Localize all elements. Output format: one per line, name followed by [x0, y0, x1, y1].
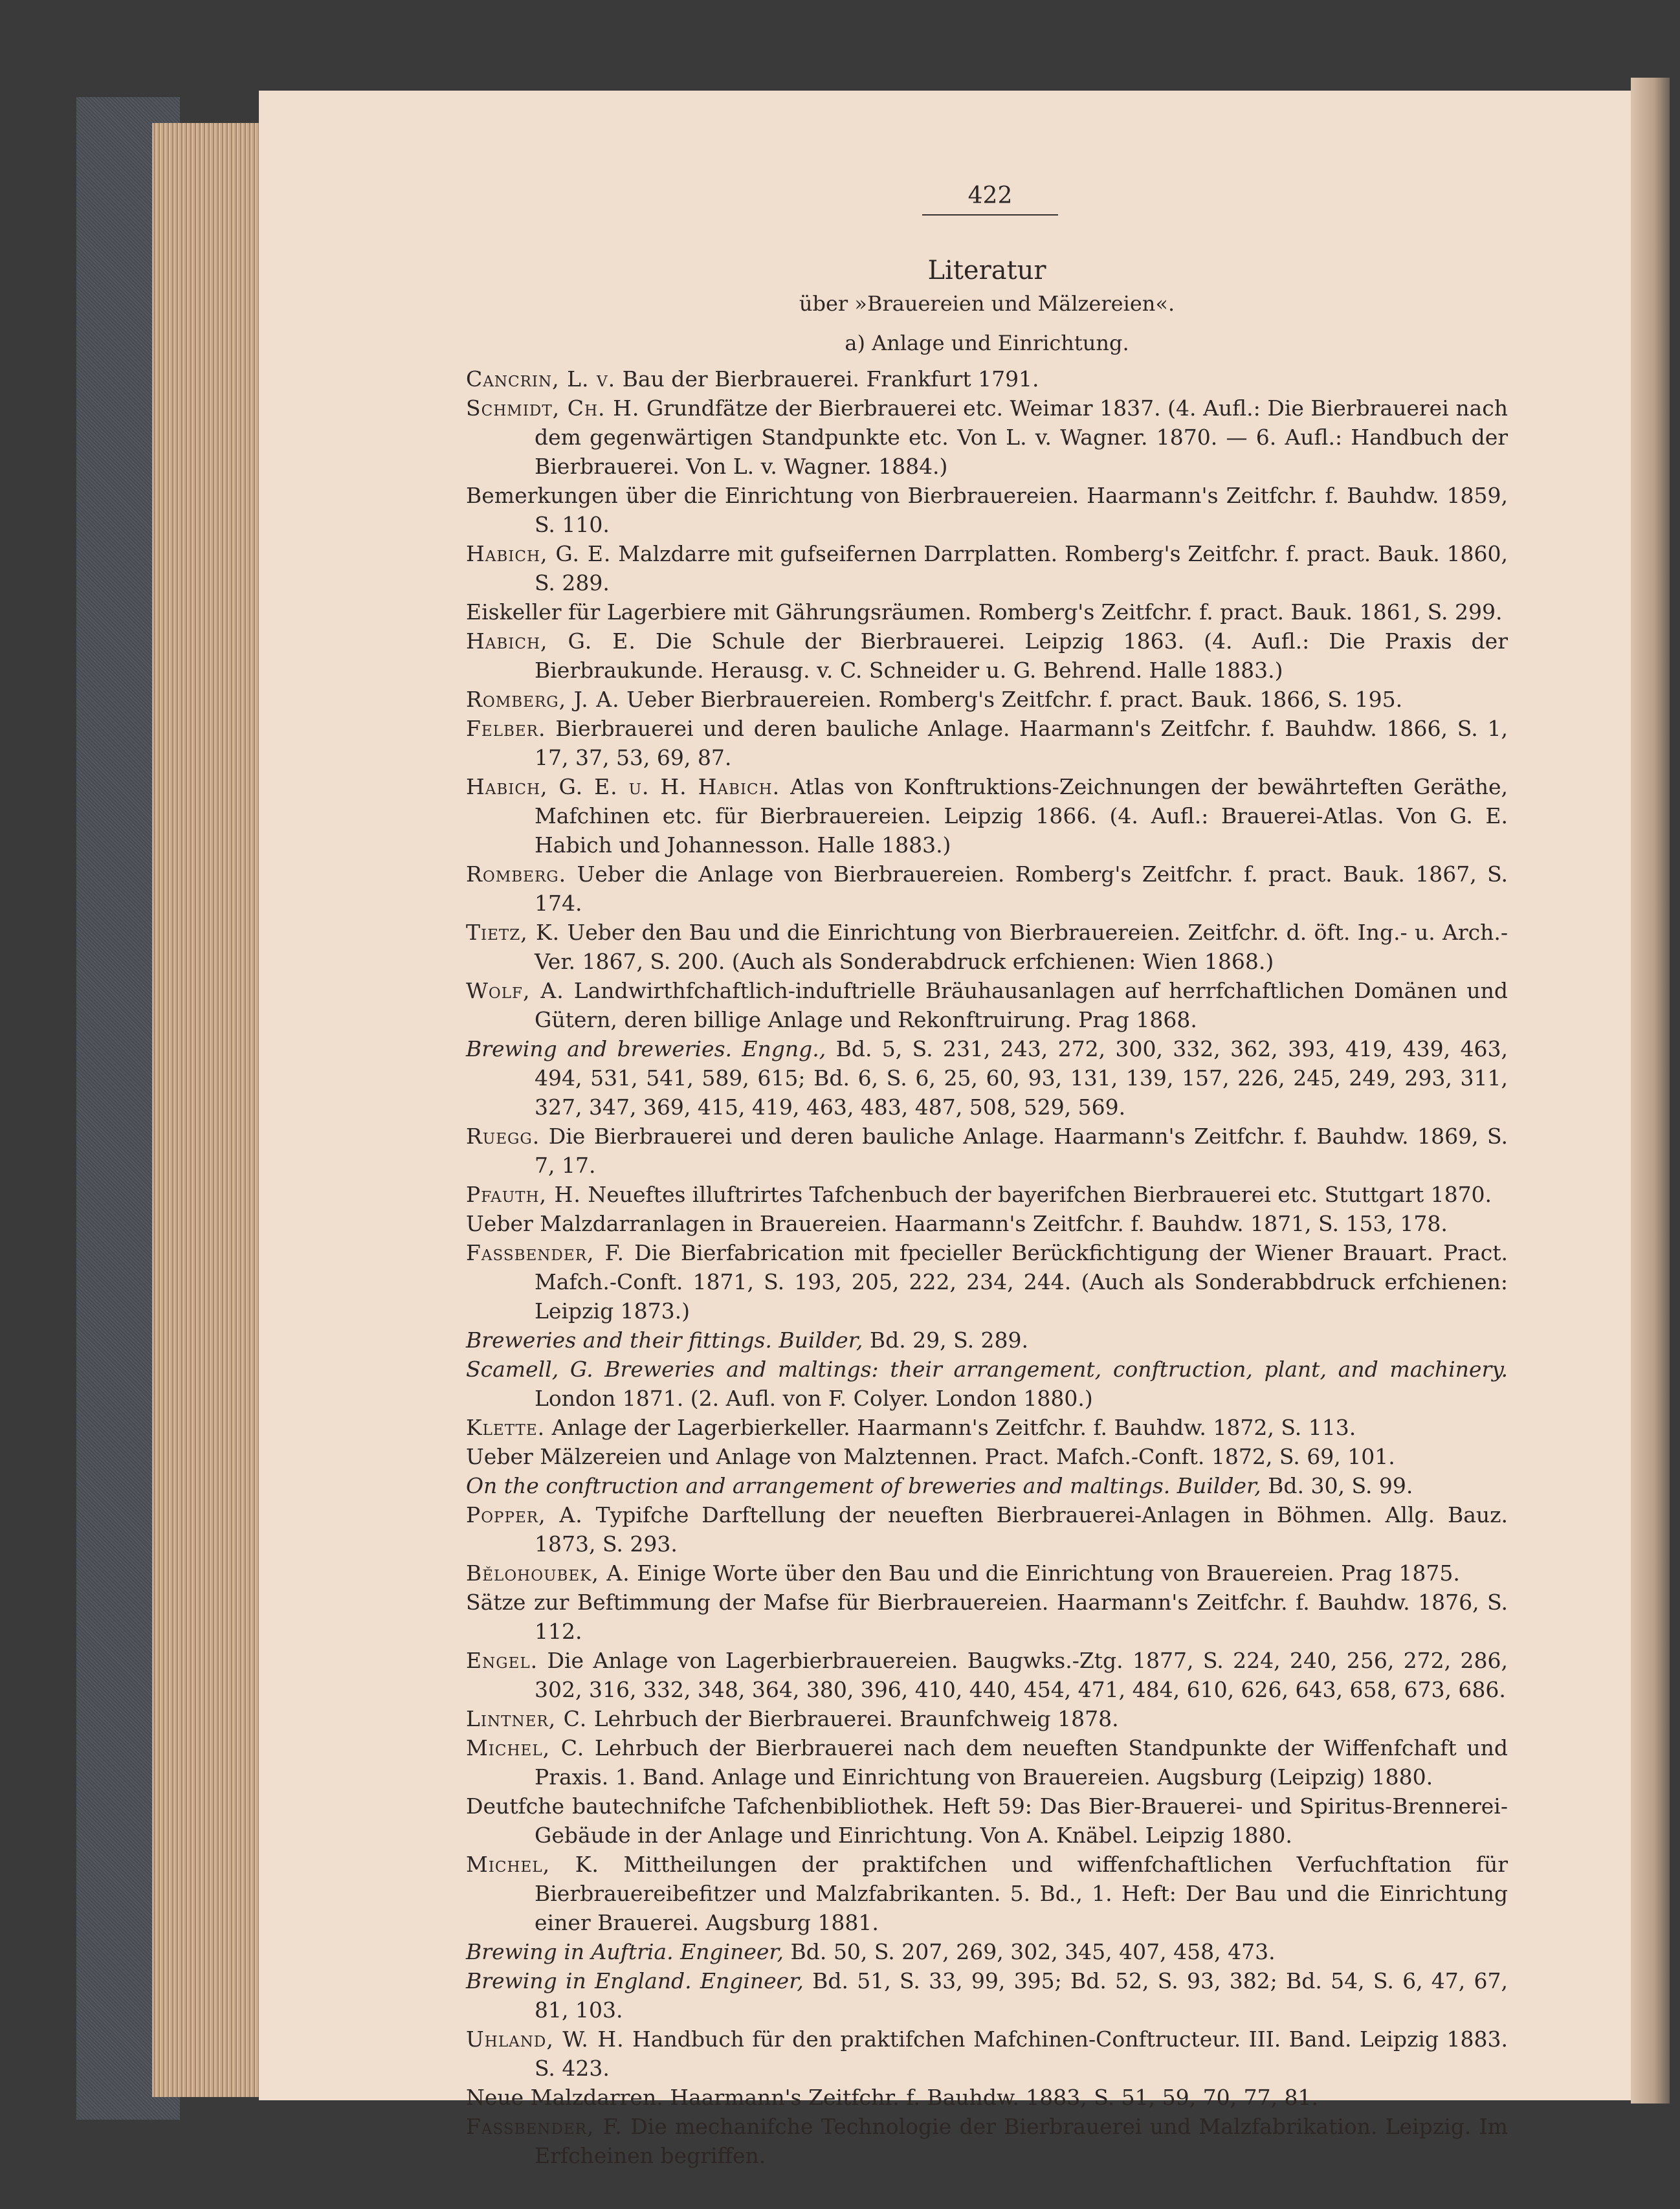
entry-author: Wolf, A. [466, 978, 564, 1003]
bibliography-entry [466, 1850, 1508, 1937]
entry-text: Neueftes illuftrirtes Tafchenbuch der bayerifchen Bierbrauerei etc. Stuttgart 1870. [588, 1182, 1492, 1207]
entry-text: Einige Worte über den Bau und die Einrichtung von Brauereien. Prag 1875. [637, 1560, 1460, 1586]
entry-text: Bd. 30, S. 99. [1268, 1473, 1413, 1498]
entry-author: Tietz, K. [466, 920, 560, 945]
bibliography-entry [466, 685, 1508, 714]
bibliography-entry [466, 1326, 1508, 1355]
bibliography-entry [466, 918, 1508, 976]
entry-author: Schmidt, Ch. H. [466, 395, 640, 421]
entry-author: Romberg, J. A. [466, 687, 620, 712]
entry-text: Die mechanifche Technologie der Bierbrauerei und Malzfabrikation. Leipzig. Im Erfcheinen begriffen. [535, 2114, 1508, 2168]
entry-text: Mittheilungen der praktifchen und wiffenfchaftlichen Verfuchftation für Bierbrauereibefitzer und Malzfabrikanten. 5. Bd., 1. Heft: Der Bau und die Einrichtung einer Brauerei. Augsburg 1881. [535, 1852, 1508, 1935]
bibliography-entry [466, 1355, 1508, 1413]
bibliography-entry [466, 1588, 1508, 1646]
entry-text: Ueber Bierbrauereien. Romberg's Zeitfchr. f. pract. Bauk. 1866, S. 195. [626, 687, 1403, 712]
bibliography-entry [466, 1500, 1508, 1559]
bibliography-entry [466, 714, 1508, 772]
entry-text: Bd. 51, S. 33, 99, 395; Bd. 52, S. 93, 382; Bd. 54, S. 6, 47, 67, 81, 103. [535, 1968, 1509, 2023]
entry-text: Grundfätze der Bierbrauerei etc. Weimar 1837. (4. Aufl.: Die Bierbrauerei nach dem gegenwärtigen Standpunkte etc. Von L. v. Wagner. 1870. — 6. Aufl.: Handbuch der Bierbrauerei. Von L. v. Wagner. 1884.) [535, 395, 1508, 479]
entry-author: Michel, C. [466, 1735, 585, 1760]
entry-author: Felber. [466, 716, 546, 741]
entry-text: Typifche Darftellung der neueften Bierbrauerei-Anlagen in Böhmen. Allg. Bauz. 1873, S. 293. [535, 1502, 1509, 1557]
bibliography-entry [466, 1937, 1508, 1966]
entry-author: Ruegg. [466, 1124, 540, 1149]
bibliography-entry [466, 2112, 1508, 2170]
bibliography-entry [466, 394, 1508, 481]
bibliography-entry [466, 860, 1508, 918]
bibliography-entry [466, 772, 1508, 860]
entry-text: Bau der Bierbrauerei. Frankfurt 1791. [622, 366, 1039, 392]
entry-italic-title: Scamell, G. Breweries and maltings: their arrangement, conftruction, plant, and machinery. [466, 1357, 1508, 1382]
bibliography-entry [466, 1180, 1508, 1209]
entry-italic-title: On the conftruction and arrangement of breweries and maltings. Builder, [466, 1473, 1261, 1498]
bibliography-entry [466, 2025, 1508, 2083]
entry-text: Handbuch für den praktifchen Mafchinen-Conftructeur. III. Band. Leipzig 1883. S. 423. [535, 2026, 1508, 2081]
entry-author: Lintner, C. [466, 1706, 588, 1731]
bibliography-entry [466, 627, 1508, 685]
bibliography-list [466, 364, 1508, 2170]
bibliography-entry [466, 597, 1508, 627]
entry-text: Bemerkungen über die Einrichtung von Bierbrauereien. Haarmann's Zeitfchr. f. Bauhdw. 1859, S. 110. [466, 483, 1508, 537]
entry-text: Neue Malzdarren. Haarmann's Zeitfchr. f. Bauhdw. 1883, S. 51, 59, 70, 77, 81. [466, 2085, 1319, 2110]
entry-author: Engel. [466, 1648, 538, 1673]
entry-author: Romberg. [466, 861, 567, 887]
entry-author: Michel, K. [466, 1852, 599, 1877]
bibliography-entry [466, 976, 1508, 1034]
bibliography-entry [466, 1646, 1508, 1704]
entry-author: Habich, G. E. [466, 628, 636, 654]
bibliography-entry [466, 1966, 1508, 2025]
page-edges [152, 123, 265, 2097]
entry-text: Die Schule der Bierbrauerei. Leipzig 1863. (4. Aufl.: Die Praxis der Bierbraukunde. Herausg. v. C. Schneider u. G. Behrend. Halle 1883.) [535, 628, 1508, 683]
entry-author: Uhland, W. H. [466, 2026, 624, 2052]
entry-text: Lehrbuch der Bierbrauerei nach dem neueften Standpunkte der Wiffenfchaft und Praxis. 1. Band. Anlage und Einrichtung von Brauereien. Augsburg (Leipzig) 1880. [535, 1735, 1508, 1790]
entry-text: Bd. 50, S. 207, 269, 302, 345, 407, 458, 473. [790, 1939, 1276, 1964]
bibliography-entry [466, 1704, 1508, 1733]
bibliography-entry [466, 1238, 1508, 1326]
bibliography-entry [466, 1209, 1508, 1238]
entry-text: Deutfche bautechnifche Tafchenbibliothek. Heft 59: Das Bier-Brauerei- und Spiritus-Brennerei-Gebäude in der Anlage und Einrichtung. Von A. Knäbel. Leipzig 1880. [466, 1793, 1508, 1848]
bibliography-entry [466, 1122, 1508, 1180]
entry-author: Habich, G. E. u. H. Habich. [466, 774, 780, 799]
entry-italic-title: Breweries and their fittings. Builder, [466, 1327, 863, 1353]
bibliography-entry [466, 1733, 1508, 1792]
entry-author: Habich, G. E. [466, 541, 612, 566]
entry-text: Ueber Mälzereien und Anlage von Malztennen. Pract. Mafch.-Conft. 1872, S. 69, 101. [466, 1444, 1395, 1469]
entry-text: Landwirthfchaftlich-induftrielle Bräuhausanlagen auf herrfchaftlichen Domänen und Gütern, deren billige Anlage und Rekonftruirung. Prag 1868. [535, 978, 1509, 1032]
entry-author: Fassbender, F. [466, 2114, 623, 2139]
entry-author: Fassbender, F. [466, 1240, 624, 1265]
section-heading: a) Anlage und Einrichtung. [845, 331, 1129, 355]
entry-text: Malzdarre mit gufseifernen Darrplatten. Romberg's Zeitfchr. f. pract. Bauk. 1860, S. 289. [535, 541, 1508, 595]
page-gutter [1631, 78, 1670, 2104]
entry-author: Klette. [466, 1415, 546, 1440]
bibliography-entry [466, 1792, 1508, 1850]
bibliography-entry [466, 2083, 1508, 2112]
entry-text: Ueber die Anlage von Bierbrauereien. Romberg's Zeitfchr. f. pract. Bauk. 1867, S. 174. [535, 861, 1508, 916]
entry-author: Cancrin, L. v. [466, 366, 616, 392]
entry-author: Popper, A. [466, 1502, 583, 1527]
entry-text: Die Anlage von Lagerbierbrauereien. Baugwks.-Ztg. 1877, S. 224, 240, 256, 272, 286, 302, 316, 332, 348, 364, 380, 396, 410, 440, 454, 471, 484, 610, 626, 643, 658, 673, 686. [535, 1648, 1508, 1702]
bibliography-entry [466, 1442, 1508, 1471]
bibliography-entry [466, 364, 1508, 394]
entry-italic-title: Brewing and breweries. Engng., [466, 1036, 826, 1061]
entry-author: Bělohoubek, A. [466, 1560, 630, 1586]
entry-text: Bd. 29, S. 289. [869, 1327, 1029, 1353]
bibliography-entry [466, 1559, 1508, 1588]
bibliography-entry [466, 1034, 1508, 1122]
bibliography-entry [466, 1413, 1508, 1442]
entry-author: Pfauth, H. [466, 1182, 581, 1207]
entry-text: Atlas von Konftruktions-Zeichnungen der bewährteften Geräthe, Mafchinen etc. für Bierbrauereien. Leipzig 1866. (4. Aufl.: Brauerei-Atlas. Von G. E. Habich und Johannesson. Halle 1883.) [535, 774, 1509, 858]
bibliography-entry [466, 481, 1508, 539]
page-content [466, 181, 1508, 2170]
entry-italic-title: Brewing in Auftria. Engineer, [466, 1939, 784, 1964]
bibliography-entry [466, 1471, 1508, 1500]
entry-text: Ueber Malzdarranlagen in Brauereien. Haarmann's Zeitfchr. f. Bauhdw. 1871, S. 153, 178. [466, 1211, 1448, 1236]
page-subtitle: über »Brauereien und Mälzereien«. [799, 291, 1175, 316]
entry-text: Bd. 5, S. 231, 243, 272, 300, 332, 362, 393, 419, 439, 463, 494, 531, 541, 589, 615; Bd. 6, S. 6, 25, 60, 93, 131, 139, 157, 226, 245, 249, 293, 311, 327, 347, 369, 415, 419, 463, 483, 487, 508, 529, 569. [535, 1036, 1508, 1120]
entry-text: Sätze zur Beftimmung der Mafse für Bierbrauereien. Haarmann's Zeitfchr. f. Bauhdw. 1876, S. 112. [466, 1590, 1508, 1644]
entry-text: Die Bierfabrication mit fpecieller Berückfichtigung der Wiener Brauart. Pract. Mafch.-Conft. 1871, S. 193, 205, 222, 234, 244. (Auch als Sonderabbdruck erfchienen: Leipzig 1873.) [535, 1240, 1508, 1324]
page-title: Literatur [927, 256, 1046, 285]
entry-text: London 1871. (2. Aufl. von F. Colyer. London 1880.) [535, 1386, 1093, 1411]
entry-text: Anlage der Lagerbierkeller. Haarmann's Zeitfchr. f. Bauhdw. 1872, S. 113. [551, 1415, 1356, 1440]
entry-text: Lehrbuch der Bierbrauerei. Braunfchweig 1878. [593, 1706, 1119, 1731]
entry-italic-title: Brewing in England. Engineer, [466, 1968, 804, 1993]
entry-text: Eiskeller für Lagerbiere mit Gährungsräumen. Romberg's Zeitfchr. f. pract. Bauk. 1861, S. 299. [466, 599, 1503, 625]
entry-text: Ueber den Bau und die Einrichtung von Bierbrauereien. Zeitfchr. d. öft. Ing.- u. Arch.-Ver. 1867, S. 200. (Auch als Sonderabdruck erfchienen: Wien 1868.) [535, 920, 1508, 974]
entry-text: Die Bierbrauerei und deren bauliche Anlage. Haarmann's Zeitfchr. f. Bauhdw. 1869, S. 7, 17. [535, 1124, 1508, 1178]
bibliography-entry [466, 539, 1508, 597]
entry-text: Bierbrauerei und deren bauliche Anlage. Haarmann's Zeitfchr. f. Bauhdw. 1866, S. 1, 17, 37, 53, 69, 87. [535, 716, 1508, 770]
page-number: 422 [922, 181, 1058, 216]
